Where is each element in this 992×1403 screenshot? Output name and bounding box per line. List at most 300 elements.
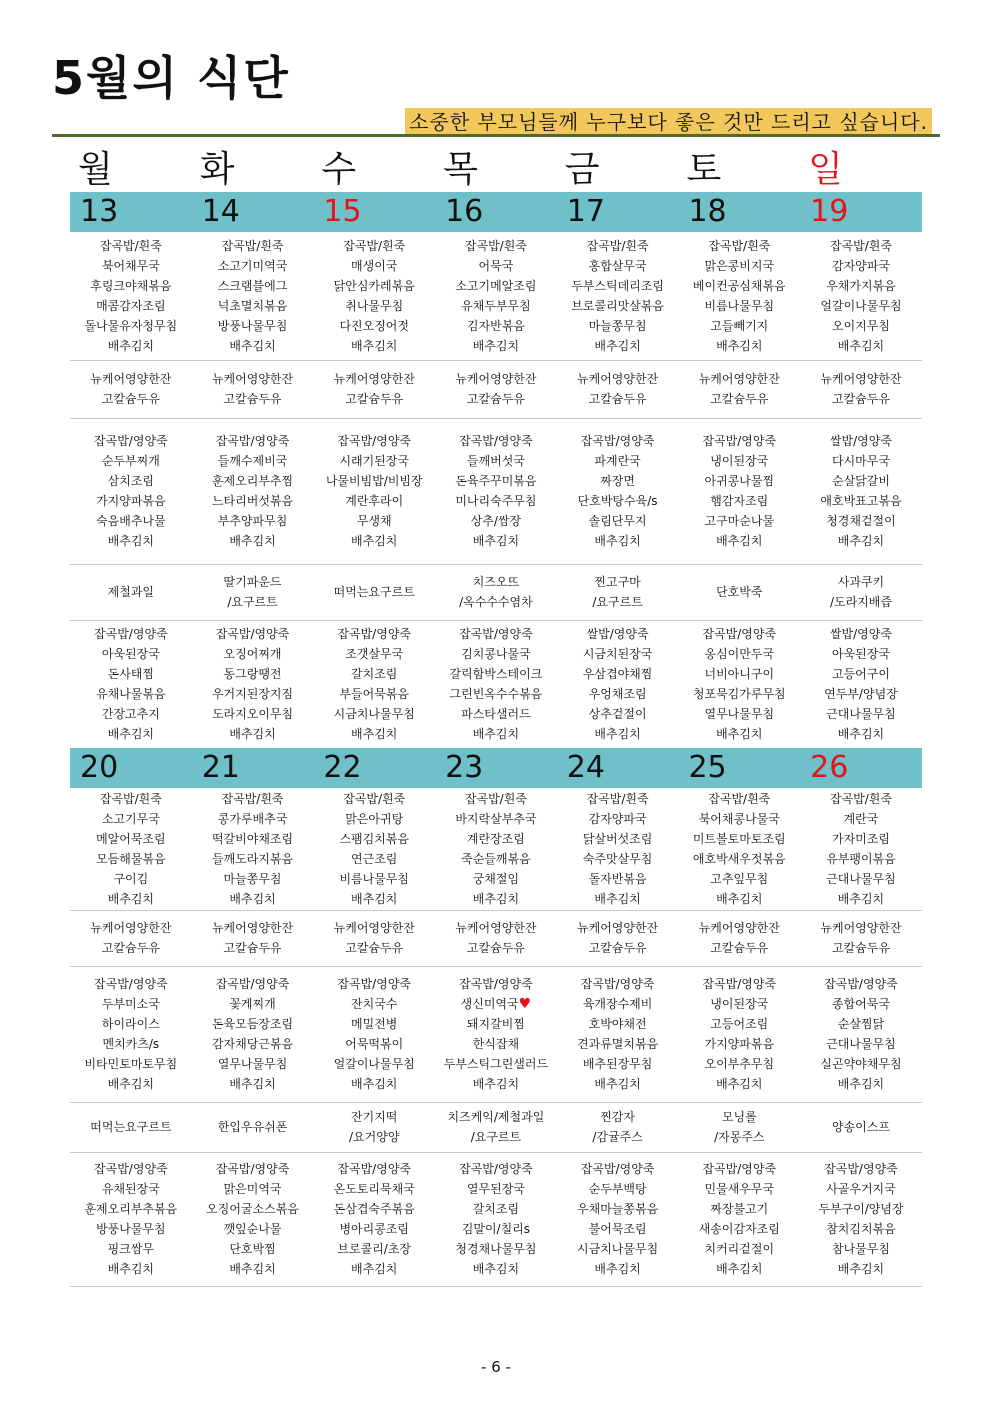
- menu-item-text: 뉴케어영양한잔: [577, 921, 659, 935]
- menu-item: [70, 889, 192, 909]
- menu-item-text: 우삼겹야채찜: [582, 667, 653, 681]
- menu-item: [557, 789, 679, 809]
- menu-item: [800, 1034, 922, 1054]
- menu-item: [800, 974, 922, 994]
- menu-item: [70, 451, 192, 471]
- menu-item: [557, 1199, 679, 1219]
- weekday-tue: 화: [199, 149, 235, 190]
- menu-item-text: 한입우유쉬폰: [217, 1120, 288, 1134]
- menu-item-text: 잡곡밥/흰죽: [586, 239, 649, 253]
- menu-cell: [313, 369, 435, 409]
- menu-item: [313, 644, 435, 664]
- menu-item: [313, 256, 435, 276]
- menu-cell: [557, 1159, 679, 1279]
- menu-cell: [435, 572, 557, 612]
- menu-item-text: 배추김치: [472, 727, 520, 741]
- menu-item: [800, 1219, 922, 1239]
- date-number: 20: [80, 750, 119, 785]
- menu-item-text: 잡곡밥/영양죽: [702, 627, 777, 641]
- menu-item-text: 잡곡밥/흰죽: [221, 239, 284, 253]
- menu-item-text: 맑은미역국: [223, 1182, 282, 1196]
- menu-item: [435, 1127, 557, 1147]
- menu-item: [192, 276, 314, 296]
- menu-item: [800, 572, 922, 592]
- menu-item-text: 하이라이스: [101, 1017, 160, 1031]
- menu-cell: [678, 431, 800, 551]
- menu-item: [70, 582, 192, 602]
- menu-item: [70, 531, 192, 551]
- menu-item: [313, 431, 435, 451]
- menu-item-text: 방풍나물무침: [217, 319, 288, 333]
- menu-item-text: 햄감자조림: [710, 494, 769, 508]
- menu-item-text: 소고기무국: [101, 812, 160, 826]
- menu-item-text: 잡곡밥/영양죽: [580, 1162, 655, 1176]
- menu-item: [192, 889, 314, 909]
- menu-item: [435, 236, 557, 256]
- menu-item: [192, 531, 314, 551]
- menu-item-text: 시금치나물무침: [577, 1242, 659, 1256]
- menu-item: [313, 1127, 435, 1147]
- menu-item: [557, 918, 679, 938]
- menu-item-text: 후링크야채볶음: [90, 279, 172, 293]
- menu-cell: [70, 789, 192, 909]
- menu-item-text: 배추김치: [716, 727, 763, 741]
- menu-item-text: 맑은아귀탕: [345, 812, 404, 826]
- menu-item-text: 애호박새우젓볶음: [692, 852, 786, 866]
- menu-item-text: 상추/쌈장: [470, 514, 522, 528]
- menu-item-text: 스팸김치볶음: [339, 832, 409, 846]
- menu-cell: [435, 369, 557, 409]
- menu-item-text: 들깨도라지볶음: [211, 852, 294, 866]
- menu-item: [557, 592, 679, 612]
- menu-item-text: 북어채무국: [101, 259, 160, 273]
- menu-item-text: 파스타샐러드: [461, 707, 531, 721]
- menu-item-text: 열무된장국: [466, 1182, 525, 1196]
- menu-item: [678, 471, 800, 491]
- date-number: 13: [80, 194, 119, 229]
- menu-item: [313, 684, 435, 704]
- menu-item: [678, 431, 800, 451]
- menu-item-text: 도라지오이무침: [211, 707, 294, 721]
- menu-cell: [557, 236, 679, 356]
- weekday-sat: 토: [686, 149, 722, 190]
- menu-item-text: 고등어구이: [831, 667, 890, 681]
- menu-item-text: 돈육모듬장조림: [211, 1017, 294, 1031]
- menu-item: [313, 974, 435, 994]
- menu-item-text: 배추김치: [351, 1077, 398, 1091]
- menu-item: [70, 1117, 192, 1137]
- menu-item: [313, 829, 435, 849]
- menu-item-text: 순두부찌개: [101, 454, 160, 468]
- menu-item-text: 배추김치: [229, 339, 276, 353]
- menu-item: [678, 1199, 800, 1219]
- menu-item: [557, 431, 679, 451]
- menu-item-text: 그린빈옥수수볶음: [449, 687, 543, 701]
- menu-item: [70, 1159, 192, 1179]
- menu-cell: [557, 369, 679, 409]
- menu-item-text: 들깨수제비국: [217, 454, 288, 468]
- menu-item: [192, 572, 314, 592]
- menu-item: [435, 431, 557, 451]
- menu-item-text: 배추김치: [107, 1262, 155, 1276]
- menu-item-text: 뉴케어영양한잔: [90, 372, 172, 386]
- menu-item: [313, 1107, 435, 1127]
- menu-item-text: 고칼슘두유: [831, 392, 890, 406]
- menu-item: [70, 624, 192, 644]
- menu-item: [800, 592, 922, 612]
- menu-item: [678, 256, 800, 276]
- menu-item: [435, 1159, 557, 1179]
- menu-item: [800, 644, 922, 664]
- menu-item-text: 민물새우무국: [704, 1182, 775, 1196]
- menu-cell: [678, 918, 800, 958]
- menu-item: [557, 1054, 679, 1074]
- menu-item: [192, 1219, 314, 1239]
- menu-item-text: 배추김치: [229, 534, 276, 548]
- menu-cell: [70, 918, 192, 958]
- menu-item-text: 애호박표고볶음: [820, 494, 902, 508]
- menu-item-text: 무생채: [356, 514, 392, 528]
- menu-item: [800, 849, 922, 869]
- menu-item-text: 잡곡밥/영양죽: [337, 627, 412, 641]
- menu-item: [800, 369, 922, 389]
- menu-item-text: 잡곡밥/흰죽: [221, 792, 284, 806]
- title-divider: [52, 134, 940, 137]
- menu-cell: [678, 236, 800, 356]
- menu-item: [313, 582, 435, 602]
- menu-cell: [70, 974, 192, 1094]
- menu-item: [70, 1179, 192, 1199]
- menu-item: [70, 789, 192, 809]
- menu-cell: [70, 582, 192, 602]
- menu-item: [557, 644, 679, 664]
- menu-item: [678, 451, 800, 471]
- menu-item-text: 김자반볶음: [466, 319, 525, 333]
- menu-item-text: 동그랑땡전: [223, 667, 282, 681]
- menu-item-text: 간장고추지: [101, 707, 160, 721]
- menu-item: [313, 789, 435, 809]
- menu-item-text: 배추김치: [351, 727, 398, 741]
- menu-item-text: 배추김치: [351, 339, 398, 353]
- menu-item-text: 뉴케어영양한잔: [820, 372, 902, 386]
- menu-item: [435, 724, 557, 744]
- menu-item: [557, 316, 679, 336]
- menu-item-text: 다진오징어젓: [339, 319, 409, 333]
- menu-item-text: 냉이된장국: [710, 454, 769, 468]
- menu-item: [435, 316, 557, 336]
- weekday-thu: 목: [443, 149, 478, 190]
- menu-item-text: 구이김: [113, 872, 149, 886]
- menu-item-text: 시금치된장국: [582, 647, 653, 661]
- menu-item-text: 순살닭갈비: [831, 474, 890, 488]
- menu-item-text: 배추김치: [594, 339, 641, 353]
- menu-item: [557, 389, 679, 409]
- menu-cell: [435, 1107, 557, 1147]
- menu-item: [313, 1219, 435, 1239]
- menu-item: [557, 296, 679, 316]
- menu-item: [678, 1259, 800, 1279]
- menu-item: [313, 389, 435, 409]
- menu-item-text: 배추김치: [594, 1262, 641, 1276]
- menu-item-text: 잡곡밥/영양죽: [580, 434, 655, 448]
- menu-item-text: 단호박탕수육/s: [577, 494, 658, 508]
- menu-item-text: 아욱된장국: [831, 647, 890, 661]
- menu-item: [678, 684, 800, 704]
- menu-item: [70, 511, 192, 531]
- menu-cell: [678, 974, 800, 1094]
- menu-item-text: 배추김치: [472, 1262, 520, 1276]
- menu-item-text: 김치콩나물국: [461, 647, 531, 661]
- menu-item: [192, 1014, 314, 1034]
- menu-item: [557, 704, 679, 724]
- menu-item: [800, 994, 922, 1014]
- menu-item: [678, 1179, 800, 1199]
- menu-item-text: 너비아니구이: [704, 667, 775, 681]
- menu-item: [192, 1159, 314, 1179]
- menu-item: [313, 938, 435, 958]
- menu-item-text: 브로콜리맛살볶음: [571, 299, 664, 313]
- menu-item: [800, 471, 922, 491]
- menu-item-text: 삼치조림: [107, 474, 155, 488]
- menu-item-text: 잡곡밥/흰죽: [829, 239, 892, 253]
- menu-item-text: 비타민토마토무침: [84, 1057, 178, 1071]
- menu-item: [435, 1034, 557, 1054]
- menu-item-text: 배추김치: [594, 534, 641, 548]
- menu-item-text: 떠먹는요구르트: [333, 585, 415, 599]
- menu-item-text: 훈제오리부추볶음: [84, 1202, 178, 1216]
- menu-item-text: 두부스틱데리조림: [571, 279, 664, 293]
- menu-item: [70, 491, 192, 511]
- menu-item: [192, 829, 314, 849]
- menu-item: [435, 684, 557, 704]
- menu-item-text: 고칼슘두유: [710, 392, 769, 406]
- menu-item: [192, 511, 314, 531]
- menu-item-text: 유채나물볶음: [96, 687, 166, 701]
- menu-item: [800, 531, 922, 551]
- menu-item: [70, 336, 192, 356]
- menu-cell: [192, 918, 314, 958]
- menu-item-text: 북어채콩나물국: [698, 812, 780, 826]
- menu-item: [313, 1074, 435, 1094]
- menu-item: [678, 1239, 800, 1259]
- menu-item-text: 근대나물무침: [826, 1037, 896, 1051]
- menu-item-text: 죽순들깨볶음: [461, 852, 531, 866]
- menu-item-text: 가지양파볶음: [704, 1037, 775, 1051]
- menu-item: [435, 849, 557, 869]
- menu-item-text: 뉴케어영양한잔: [90, 921, 172, 935]
- menu-item-text: 배추김치: [107, 534, 155, 548]
- menu-item-text: 고칼슘두유: [101, 392, 160, 406]
- menu-item: [678, 1054, 800, 1074]
- menu-item: [313, 809, 435, 829]
- menu-item: [557, 511, 679, 531]
- menu-item-text: 넉초멸치볶음: [217, 299, 288, 313]
- menu-item-text: 배추김치: [716, 534, 763, 548]
- menu-item: [557, 849, 679, 869]
- menu-item: [800, 918, 922, 938]
- menu-item-text: 마늘쫑무침: [588, 319, 647, 333]
- menu-item-text: 배추김치: [351, 892, 398, 906]
- menu-item-text: 돌자반볶음: [588, 872, 647, 886]
- menu-item-text: 홍합살무국: [588, 259, 647, 273]
- menu-item-text: 오징어찌개: [223, 647, 282, 661]
- morning-snack-block: [70, 360, 922, 419]
- menu-item-text: 견과류멸치볶음: [577, 1037, 659, 1051]
- menu-cell: [192, 369, 314, 409]
- menu-item: [313, 336, 435, 356]
- menu-item: [557, 869, 679, 889]
- menu-item-text: 돈삼겹숙주볶음: [333, 1202, 415, 1216]
- menu-item-text: 잡곡밥/흰죽: [829, 792, 892, 806]
- menu-cell: [800, 236, 922, 356]
- menu-item: [557, 491, 679, 511]
- weekday-fri: 금: [564, 149, 600, 190]
- menu-item-text: 고칼슘두유: [466, 941, 525, 955]
- menu-item-text: 찐감자: [600, 1110, 635, 1124]
- menu-item-text: 잡곡밥/흰죽: [99, 239, 162, 253]
- menu-item: [192, 644, 314, 664]
- menu-item-text: 돌나물유자청무침: [84, 319, 178, 333]
- menu-item-text: /요구르트: [470, 1130, 522, 1144]
- menu-item-text: 고칼슘두유: [588, 941, 647, 955]
- menu-item-text: 생신미역국: [460, 997, 519, 1011]
- menu-item-text: /감귤주스: [592, 1130, 643, 1144]
- menu-item-text: 한식잡채: [472, 1037, 520, 1051]
- menu-item: [192, 491, 314, 511]
- menu-item-text: 훈제오리부추찜: [211, 474, 294, 488]
- weekday-mon: 월: [78, 149, 113, 190]
- menu-item: [435, 1199, 557, 1219]
- menu-item-text: 시래기된장국: [339, 454, 409, 468]
- menu-cell: [192, 1117, 314, 1137]
- menu-cell: [800, 1117, 922, 1137]
- menu-item: [678, 624, 800, 644]
- menu-item-text: 브로콜리/초장: [337, 1242, 412, 1256]
- menu-item-text: 소고기미역국: [217, 259, 288, 273]
- menu-item: [678, 1074, 800, 1094]
- menu-item-text: 얼갈이나물무침: [333, 1057, 415, 1071]
- menu-item-text: 나물비빔밥/비빔장: [325, 474, 423, 488]
- menu-item: [800, 704, 922, 724]
- date-number: 25: [688, 750, 727, 785]
- menu-cell: [70, 624, 192, 744]
- date-row: [70, 192, 922, 232]
- menu-item: [678, 531, 800, 551]
- menu-cell: [557, 431, 679, 551]
- menu-item-text: 잡곡밥/영양죽: [459, 434, 533, 448]
- menu-item: [192, 236, 314, 256]
- menu-item: [557, 369, 679, 389]
- menu-item: [313, 1014, 435, 1034]
- menu-item: [678, 974, 800, 994]
- menu-item: [800, 316, 922, 336]
- menu-item-text: 배추김치: [716, 339, 763, 353]
- menu-item-text: 고칼슘두유: [345, 941, 404, 955]
- menu-cell: [435, 431, 557, 551]
- menu-item: [192, 369, 314, 389]
- menu-item: [678, 809, 800, 829]
- menu-item-text: 계란후라이: [345, 494, 404, 508]
- menu-item-text: 잡곡밥/영양죽: [94, 627, 168, 641]
- menu-item: [435, 704, 557, 724]
- menu-item: [678, 369, 800, 389]
- menu-item-text: 다시마무국: [831, 454, 890, 468]
- menu-cell: [192, 624, 314, 744]
- menu-item: [70, 369, 192, 389]
- menu-item-text: 뉴케어영양한잔: [333, 921, 415, 935]
- menu-item-text: /요구르트: [592, 595, 643, 609]
- menu-item-text: 잔기지떡: [351, 1110, 398, 1124]
- menu-item-text: 아욱된장국: [101, 647, 160, 661]
- menu-item-text: 배추김치: [107, 1077, 155, 1091]
- menu-item-text: 근대나물무침: [826, 872, 896, 886]
- menu-item: [678, 849, 800, 869]
- menu-item: [557, 531, 679, 551]
- menu-item: [557, 664, 679, 684]
- menu-item: [192, 704, 314, 724]
- menu-item: [800, 389, 922, 409]
- menu-item: [678, 1107, 800, 1127]
- menu-item: [678, 938, 800, 958]
- menu-item: [70, 296, 192, 316]
- menu-item: [70, 684, 192, 704]
- menu-item-text: 어묵떡볶이: [345, 1037, 404, 1051]
- menu-item: [800, 1074, 922, 1094]
- menu-item: [435, 994, 557, 1014]
- menu-item-text: 찐고구마: [594, 575, 641, 589]
- menu-item-text: 돼지갈비찜: [466, 1017, 525, 1031]
- menu-item: [70, 1199, 192, 1219]
- menu-item: [313, 918, 435, 938]
- menu-item-text: 잡곡밥/영양죽: [702, 977, 777, 991]
- menu-item-text: 소고기메알조림: [455, 279, 537, 293]
- menu-item: [435, 1239, 557, 1259]
- menu-item-text: 육개장수제비: [582, 997, 653, 1011]
- menu-cell: [678, 582, 800, 602]
- menu-cell: [70, 236, 192, 356]
- breakfast-block: [70, 232, 922, 361]
- page-title: 5월의 식단: [52, 51, 290, 105]
- menu-cell: [313, 624, 435, 744]
- menu-item-text: 오징어굴소스볶음: [206, 1202, 299, 1216]
- menu-item: [800, 491, 922, 511]
- menu-item-text: 배추김치: [107, 892, 155, 906]
- menu-item-text: 잡곡밥/영양죽: [94, 1162, 168, 1176]
- menu-cell: [557, 918, 679, 958]
- menu-item: [435, 369, 557, 389]
- menu-item: [678, 829, 800, 849]
- date-number: 22: [323, 750, 362, 785]
- menu-item-text: 돈육주꾸미볶음: [455, 474, 537, 488]
- menu-item-text: 갈릭함박스테이크: [449, 667, 543, 681]
- menu-item: [70, 389, 192, 409]
- menu-item: [192, 869, 314, 889]
- menu-item-text: 배추김치: [229, 727, 276, 741]
- menu-item: [192, 684, 314, 704]
- menu-item-text: 종합어묵국: [831, 997, 890, 1011]
- menu-item: [192, 789, 314, 809]
- menu-item-text: 잡곡밥/흰죽: [464, 239, 527, 253]
- menu-cell: [435, 236, 557, 356]
- menu-item-text: 가자미조림: [831, 832, 890, 846]
- menu-item-text: 두부구이/양념장: [818, 1202, 904, 1216]
- menu-cell: [70, 1159, 192, 1279]
- menu-cell: [70, 369, 192, 409]
- menu-item: [435, 276, 557, 296]
- menu-item-text: 연근조림: [351, 852, 398, 866]
- menu-item: [557, 1034, 679, 1054]
- menu-item: [800, 1054, 922, 1074]
